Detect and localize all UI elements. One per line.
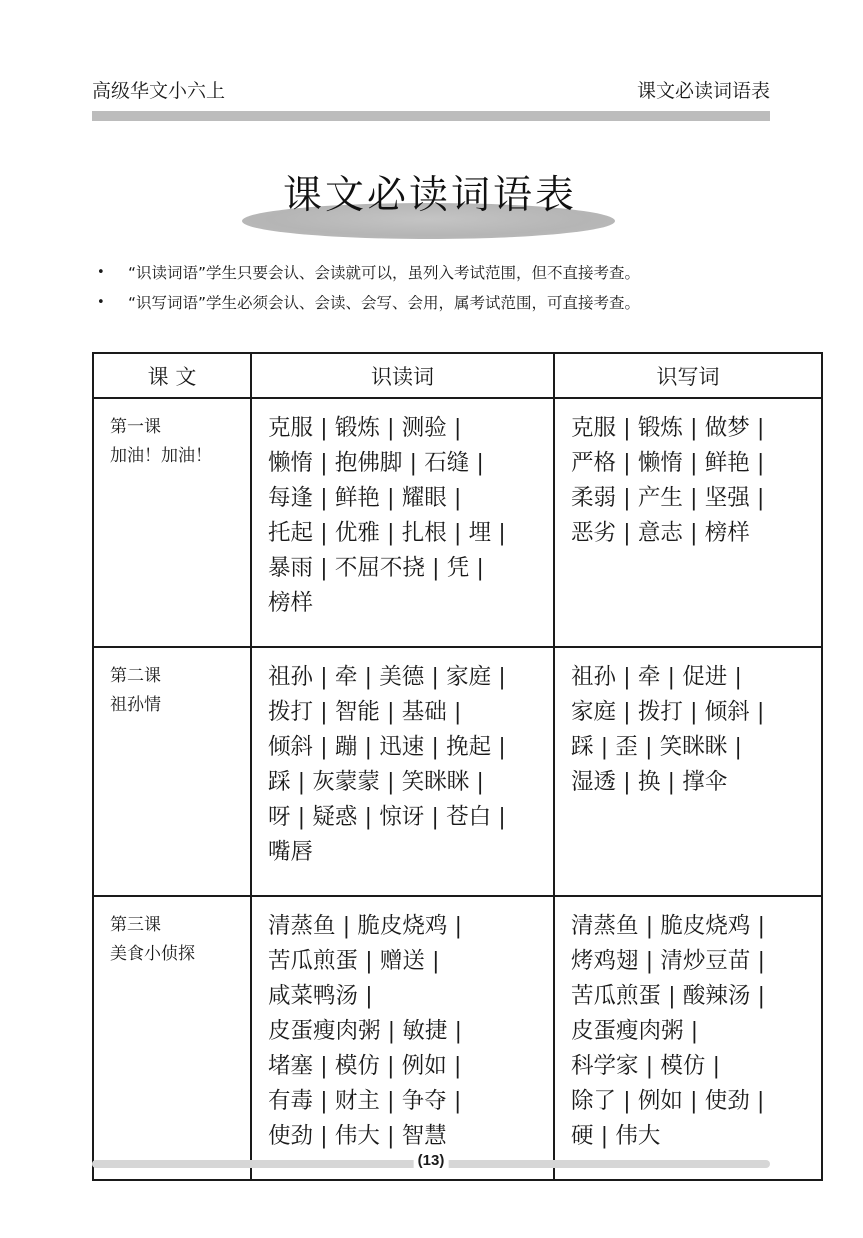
word-line: 每逢 | 鲜艳 | 耀眼 |: [268, 485, 462, 511]
note-text: “识读词语”学生只要会认、会读就可以，虽列入考试范围，但不直接考查。: [128, 264, 641, 282]
word-line: 呀 | 疑惑 | 惊讶 | 苍白 |: [268, 804, 506, 830]
word-line: 克服 | 锻炼 | 做梦 |: [571, 415, 765, 441]
word-line: 硬 | 伟大: [571, 1123, 661, 1149]
lesson-title: 美食小侦探: [110, 944, 195, 964]
word-line: 清蒸鱼 | 脆皮烧鸡 |: [268, 913, 463, 939]
note-item: [95, 262, 795, 292]
note-text: “识写词语”学生必须会认、会读、会写、会用，属考试范围，可直接考查。: [128, 294, 641, 312]
table-row: [93, 647, 822, 896]
word-line: 烤鸡翅 | 清炒豆苗 |: [571, 948, 766, 974]
word-line: 拨打 | 智能 | 基础 |: [268, 699, 462, 725]
word-line: 恶劣 | 意志 | 榜样: [571, 520, 750, 546]
word-line: 榜样: [268, 590, 314, 616]
word-line: 踩 | 歪 | 笑眯眯 |: [571, 734, 743, 760]
column-header-write-words: 识写词: [554, 353, 822, 398]
lesson-cell: [93, 398, 251, 647]
word-line: 倾斜 | 蹦 | 迅速 | 挽起 |: [268, 734, 506, 760]
section-title: 课文必读词语表: [636, 80, 770, 102]
lesson-title: 加油！加油！: [110, 446, 212, 466]
bullet-icon: •: [97, 265, 105, 280]
write-words-cell: [554, 647, 822, 896]
word-line: 克服 | 锻炼 | 测验 |: [268, 415, 462, 441]
word-line: 踩 | 灰蒙蒙 | 笑眯眯 |: [268, 769, 485, 795]
word-line: 祖孙 | 牵 | 促进 |: [571, 664, 743, 690]
word-line: 柔弱 | 产生 | 坚强 |: [571, 485, 765, 511]
word-line: 严格 | 懒惰 | 鲜艳 |: [571, 450, 765, 476]
word-line: 除了 | 例如 | 使劲 |: [571, 1088, 765, 1114]
word-line: 祖孙 | 牵 | 美德 | 家庭 |: [268, 664, 506, 690]
lesson-number: 第二课: [110, 666, 161, 686]
page-title: 课文必读词语表: [282, 173, 577, 218]
word-line: 清蒸鱼 | 脆皮烧鸡 |: [571, 913, 766, 939]
lesson-number: 第三课: [110, 915, 161, 935]
write-words-cell: [554, 896, 822, 1180]
header-divider-bar: [92, 111, 770, 121]
word-line: 堵塞 | 模仿 | 例如 |: [268, 1053, 462, 1079]
bullet-icon: •: [97, 295, 105, 310]
word-line: 苦瓜煎蛋 | 酸辣汤 |: [571, 983, 766, 1009]
column-header-read-words: 识读词: [251, 353, 554, 398]
word-line: 湿透 | 换 | 撑伞: [571, 769, 728, 795]
table-row: [93, 398, 822, 647]
word-line: 懒惰 | 抱佛脚 | 石缝 |: [268, 450, 485, 476]
word-line: 家庭 | 拨打 | 倾斜 |: [571, 699, 765, 725]
vocabulary-table: [92, 352, 823, 1181]
word-line: 皮蛋瘦肉粥 | 敏捷 |: [268, 1018, 463, 1044]
running-header: [92, 76, 770, 106]
write-words-cell: [554, 398, 822, 647]
read-words-cell: [251, 398, 554, 647]
page-footer: [92, 1152, 770, 1170]
lesson-cell: [93, 647, 251, 896]
word-line: 有毒 | 财主 | 争夺 |: [268, 1088, 462, 1114]
word-line: 使劲 | 伟大 | 智慧: [268, 1123, 447, 1149]
column-header-lesson: 课 文: [93, 353, 251, 398]
lesson-cell: [93, 896, 251, 1180]
read-words-cell: [251, 647, 554, 896]
word-line: 托起 | 优雅 | 扎根 | 埋 |: [268, 520, 506, 546]
lesson-number: 第一课: [110, 417, 161, 437]
table-row: [93, 896, 822, 1180]
page-number: (13): [414, 1152, 449, 1169]
word-line: 咸菜鸭汤 |: [268, 983, 373, 1009]
lesson-title: 祖孙情: [110, 695, 161, 715]
book-title: 高级华文小六上: [92, 80, 226, 102]
table-header-row: [93, 353, 822, 398]
word-line: 皮蛋瘦肉粥 |: [571, 1018, 699, 1044]
note-item: [95, 292, 795, 322]
page-title-block: [230, 160, 630, 245]
word-line: 嘴唇: [268, 839, 314, 865]
read-words-cell: [251, 896, 554, 1180]
word-line: 苦瓜煎蛋 | 赠送 |: [268, 948, 440, 974]
notes-list: [95, 262, 795, 322]
word-line: 科学家 | 模仿 |: [571, 1053, 721, 1079]
word-line: 暴雨 | 不屈不挠 | 凭 |: [268, 555, 485, 581]
